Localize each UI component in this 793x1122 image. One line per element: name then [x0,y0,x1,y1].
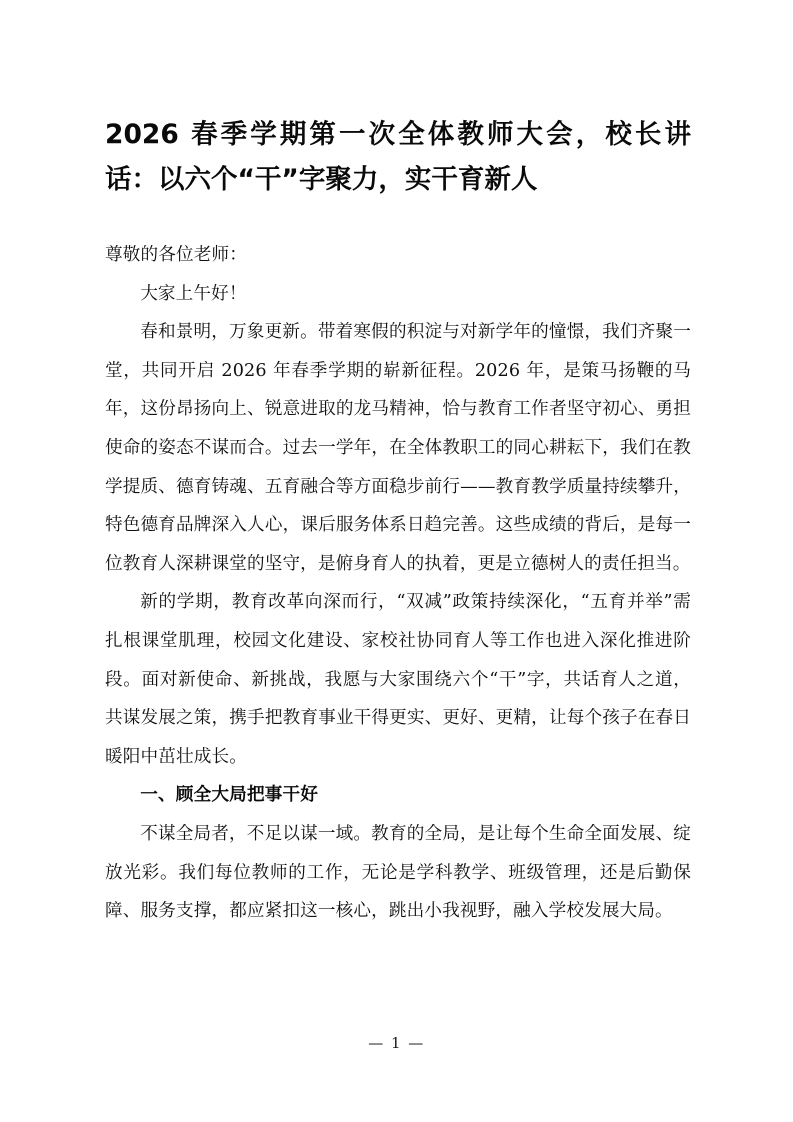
paragraph-2: 新的学期，教育改革向深而行，“双减”政策持续深化，“五育并举”需扎根课堂肌理，校园文化建设、家校社协同育人等工作也进入深化推进阶段。面对新使命、新挑战，我愿与大家围绕六个“干”字，共话育人之道，共谋发展之策，携手把教育事业干得更实、更好、更精，让每个孩子在春日暖阳中茁壮成长。 [105,592,691,767]
document-body [105,236,691,931]
page-title: 2026 春季学期第一次全体教师大会，校长讲话：以六个“干”字聚力，实干育新人 [105,119,691,195]
paragraph-1: 春和景明，万象更新。带着寒假的积淀与对新学年的憧憬，我们齐聚一堂，共同开启 2026 年春季学期的崭新征程。2026 年，是策马扬鞭的马年，这份昂扬向上、锐意进取的龙马精神，恰与教育工作者坚守初心、勇担使命的姿态不谋而合。过去一学年，在全体教职工的同心耕耘下，我们在教学提质、德育铸魂、五育融合等方面稳步前行——教育教学质量持续攀升，特色德育品牌深入人心，课后服务体系日趋完善。这些成绩的背后，是每一位教育人深耕课堂的坚守，是俯身育人的执着，更是立德树人的责任担当。 [105,322,691,574]
section-heading-1: 一、顾全大局把事干好 [140,785,319,806]
page-content [105,0,691,931]
greeting: 大家上午好！ [140,283,247,304]
section-1-paragraph-1: 不谋全局者，不足以谋一域。教育的全局，是让每个生命全面发展、绽放光彩。我们每位教师的工作，无论是学科教学、班级管理，还是后勤保障、服务支撑，都应紧扣这一核心，跳出小我视野，融入学校发展大局。 [105,823,691,922]
page-number: — 1 — [368,1034,425,1052]
salutation: 尊敬的各位老师： [105,245,247,265]
